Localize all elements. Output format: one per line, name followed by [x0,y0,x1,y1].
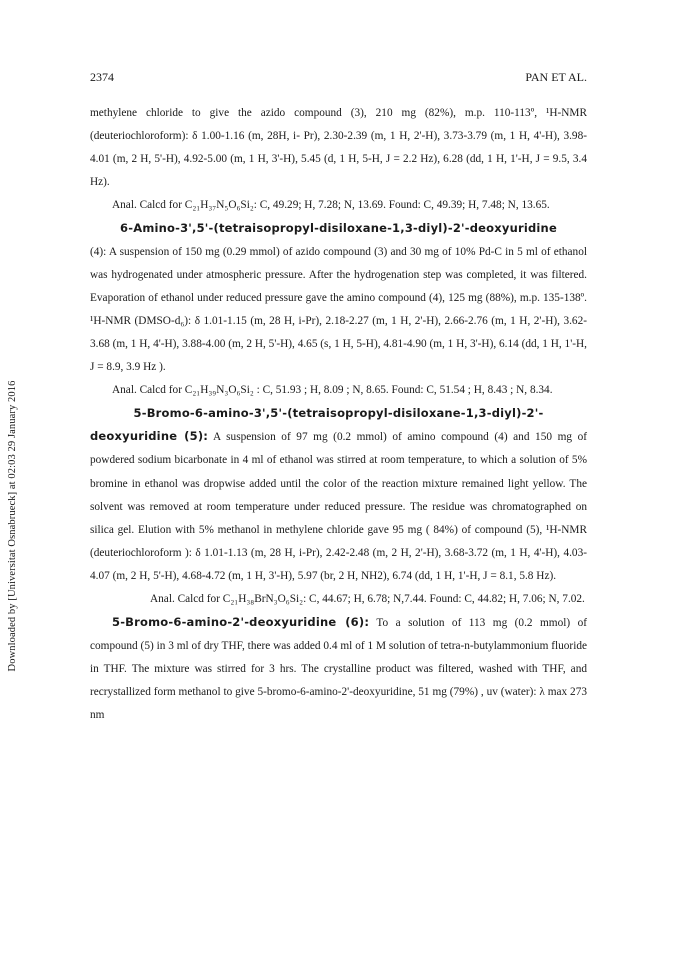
heading-compound-4: 6-Amino-3',5'-(tetraisopropyl-disiloxane-1,3-diyl)-2'-deoxyuridine [120,221,557,236]
compound-5-text: A suspension of 97 mg (0.2 mmol) of amino compound (4) and 150 mg of powdered sodium bicarbonate in 4 ml of ethanol was stirred at room temperature, to which a solution of 5% bromine in ethanol was dropwise added until the color of the reaction mixture remained light yellow. The solvent was removed at room temperature under reduced pressure. The residue was chromatographed on silica gel. Elution with 5% methanol in methylene chloride gave 95 mg ( 84%) of compound (5), ¹H-NMR (deuteriochloroform ): δ 1.01-1.13 (m, 28 H, i-Pr), 2.42-2.48 (m, 2 H, 2'-H), 3.68-3.72 (m, 1 H, 4'-H), 4.03-4.07 (m, 2 H, 5'-H), 4.68-4.72 (m, 1 H, 3'-H), 5.97 (br, 2 H, NH2), 6.74 (dd, 1 H, 1'-H, J = 8.1, 5.8 Hz). [90,431,587,582]
page-header [90,70,587,85]
heading-compound-5: 5-Bromo-6-amino-3',5'-(tetraisopropyl-disiloxane-1,3-diyl)-2'- [133,406,544,421]
compound-6-text: To a solution of 113 mg (0.2 mmol) of compound (5) in 3 ml of dry THF, there was added 0.4 ml of 1 M solution of tetra-n-butylammonium fluoride in THF. The mixture was stirred for 3 hrs. The crystalline product was filtered, washed with THF, and recrystallized form methanol to give 5-bromo-6-amino-2'-deoxyuridine, 51 mg (79%) , uv (water): λ max 273 nm [90,617,587,722]
analysis-compound-4: Anal. Calcd for C₂₁H₃₉N₃O₆Si₂ : C, 51.93 ; H, 8.09 ; N, 8.65. Found: C, 51.54 ; H, 8.43 ; N, 8.34. [112,384,553,397]
paragraph-compound-5 [90,425,587,588]
compound-6-lead: 5-Bromo-6-amino-2'-deoxyuridine (6): [112,615,370,630]
paragraph-compound-6 [90,611,587,727]
running-head: PAN ET AL. [525,70,587,84]
article-body [90,102,587,728]
download-watermark: Downloaded by [Universitat Osnabrueck] at 02:03 29 January 2016 [7,380,18,672]
paragraph-compound-4: (4): A suspension of 150 mg (0.29 mmol) of azido compound (3) and 30 mg of 10% Pd-C in 5 ml of ethanol was hydrogenated under atmospheric pressure. After the hydrogenation step was completed, it was filtered. Evaporation of ethanol under reduced pressure gave the amino compound (4), 125 mg (88%), m.p. 135-138º. ¹H-NMR (DMSO-d₆): δ 1.01-1.15 (m, 28 H, i-Pr), 2.18-2.27 (m, 1 H, 2'-H), 2.66-2.76 (m, 1 H, 2'-H), 3.62-3.68 (m, 1 H, 4'-H), 3.88-4.00 (m, 2 H, 5'-H), 4.65 (s, 1 H, 5-H), 4.81-4.90 (m, 1 H, 3'-H), 6.14 (dd, 1 H, 1'-H, J = 8.9, 3.9 Hz ). [90,245,587,374]
paragraph-azido-compound: methylene chloride to give the azido compound (3), 210 mg (82%), m.p. 110-113º, ¹H-NMR (deuteriochloroform): δ 1.00-1.16 (m, 28H, i- Pr), 2.30-2.39 (m, 1 H, 2'-H), 3.73-3.79 (m, 1 H, 4'-H), 3.98-4.01 (m, 2 H, 5'-H), 4.92-5.00 (m, 1 H, 3'-H), 5.45 (d, 1 H, 5-H, J = 2.2 Hz), 6.28 (dd, 1 H, 1'-H, J = 9.5, 3.4 Hz). [90,107,587,189]
compound-5-lead: deoxyuridine (5): [90,429,209,444]
analysis-compound-3: Anal. Calcd for C₂₁H₃₇N₅O₆Si₂: C, 49.29; H, 7.28; N, 13.69. Found: C, 49.39; H, 7.48; N, 13.65. [112,199,550,212]
page-number: 2374 [90,70,114,84]
analysis-compound-5: Anal. Calcd for C₂₁H₃₈BrN₃O₆Si₂: C, 44.67; H, 6.78; N,7.44. Found: C, 44.82; H, 7.06; N, 7.02. [150,592,585,605]
